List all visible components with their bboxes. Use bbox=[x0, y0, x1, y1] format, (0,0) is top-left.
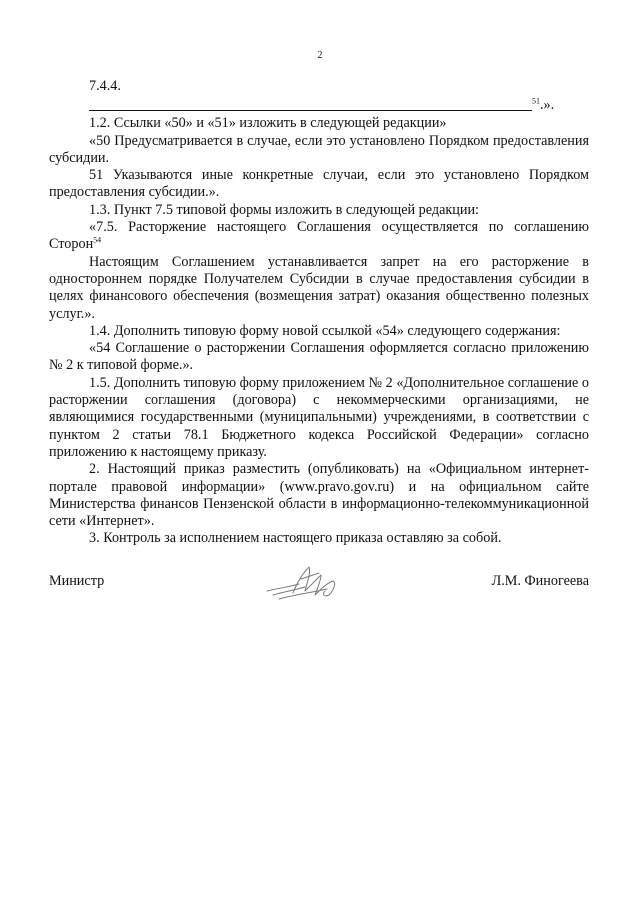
signature-block bbox=[49, 569, 589, 609]
paragraph-1-5: 1.5. Дополнить типовую форму приложением № 2 «Дополнительное соглашение о расторжении соглашения (договора) с некоммерческими организациями, не являющимися государственными (муниципальными) учреждениями, в соответствии с пунктом 2 статьи 78.1 Бюджетного кодекса Российской Федерации» согласно приложению к настоящему приказу. bbox=[49, 374, 589, 460]
paragraph-1-3: 1.3. Пункт 7.5 типовой формы изложить в следующей редакции: bbox=[89, 201, 479, 218]
paragraph-2: 2. Настоящий приказ разместить (опубликовать) на «Официальном интернет-портале правовой информации» (www.pravo.gov.ru) и на официальном сайте Министерства финансов Пензенской области в информационно-телекоммуникационной сети «Интернет». bbox=[49, 461, 589, 530]
paragraph-footnote-54: «54 Соглашение о расторжении Соглашения оформляется согласно приложению № 2 к типовой форме.». bbox=[49, 340, 589, 374]
page-number: 2 bbox=[317, 50, 323, 61]
handwritten-signature bbox=[259, 561, 349, 605]
footnote-ref-51 bbox=[532, 97, 554, 114]
fill-in-line bbox=[89, 95, 589, 115]
paragraph-1-2: 1.2. Ссылки «50» и «51» изложить в следующей редакции» bbox=[89, 115, 447, 132]
paragraph-1-4: 1.4. Дополнить типовую форму новой ссылкой «54» следующего содержания: bbox=[89, 322, 561, 339]
document-body bbox=[49, 78, 589, 548]
blank-underline bbox=[89, 110, 532, 111]
paragraph-7-5-text: «7.5. Расторжение настоящего Соглашения осуществляется по соглашению Сторон bbox=[49, 219, 589, 253]
paragraph-3: 3. Контроль за исполнением настоящего приказа оставляю за собой. bbox=[89, 530, 502, 547]
footnote-superscript: 51 bbox=[532, 96, 540, 106]
paragraph-7-4-4: 7.4.4. bbox=[89, 78, 121, 94]
paragraph-footnote-51: 51 Указываются иные конкретные случаи, если это установлено Порядком предоставления субсидии.». bbox=[49, 167, 589, 201]
paragraph-footnote-50: «50 Предусматривается в случае, если это установлено Порядком предоставления субсидии. bbox=[49, 132, 589, 166]
paragraph-termination-ban: Настоящим Соглашением устанавливается запрет на его расторжение в одностороннем порядке Получателем Субсидии в случае предоставления субсидии в целях финансового обеспечения (возмещения затрат) оказания общественно полезных услуг.». bbox=[49, 253, 589, 322]
signer-position: Министр bbox=[49, 573, 105, 589]
signer-name: Л.М. Финогеева bbox=[491, 573, 589, 589]
line-tail: .». bbox=[540, 97, 555, 114]
paragraph-7-5 bbox=[49, 219, 589, 254]
footnote-superscript-54: 54 bbox=[93, 235, 102, 245]
